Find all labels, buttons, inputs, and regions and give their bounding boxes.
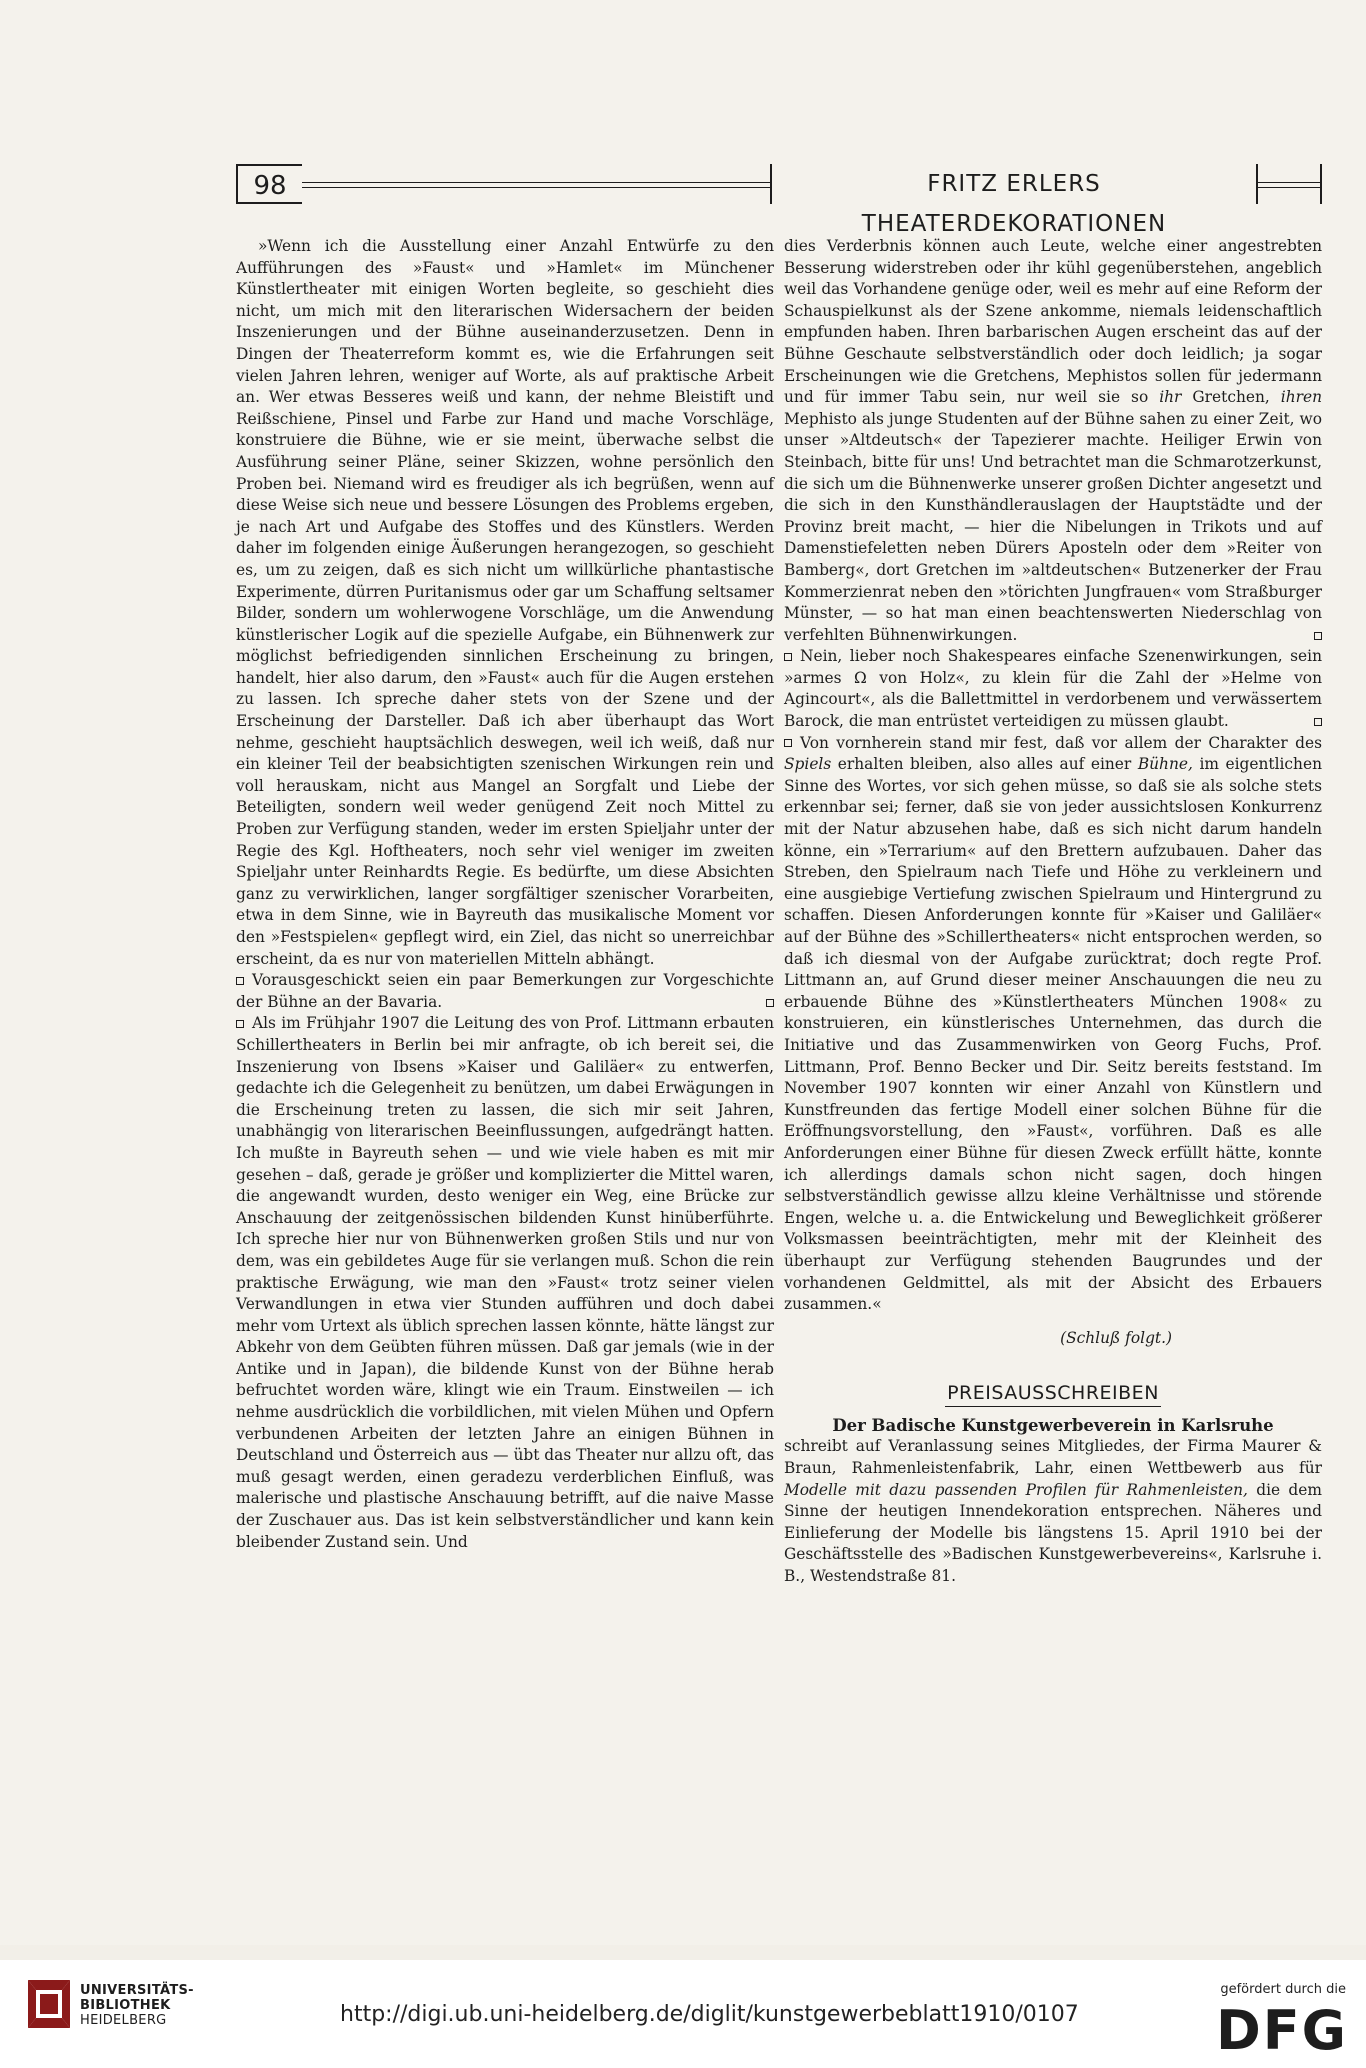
source-url[interactable]: http://digi.ub.uni-heidelberg.de/diglit/kunstgewerbeblatt1910/0107 <box>340 2002 1079 2027</box>
continuation-note: (Schluß folgt.) <box>1060 1328 1172 1347</box>
square-marker-icon <box>784 739 792 747</box>
paragraph: Vorausgeschickt seien ein paar Bemerkungen zur Vorgeschichte der Bühne an der Bavaria. <box>236 971 774 1011</box>
left-column <box>236 236 774 1553</box>
header-rule-right <box>1258 182 1322 188</box>
header-end-bar <box>1320 164 1322 204</box>
university-library-logo-icon <box>24 1976 74 2032</box>
library-name: UNIVERSITÄTS- BIBLIOTHEK HEIDELBERG <box>80 1983 194 2028</box>
square-marker-icon <box>766 999 774 1007</box>
paragraph: dies Verderbnis können auch Leute, welche einer angestrebten Besserung widerstreben oder ihr kühl gegenüberstehen, angeblich weil das Vorhandene genüge oder, weil es mehr auf eine Reform der Schauspielkunst als der Szene ankomme, niemals leidenschaftlich empfunden haben. Ihren barbarischen Augen erscheint das auf der Bühne Geschaute selbstverständlich oder doch leidlich; ja sogar Erscheinungen wie die Gretchens, Mephistos sollen für jedermann und für immer Tabu sein, nur weil sie so ihr Gretchen, ihren Mephisto als junge Studenten auf der Bühne sahen zu einer Zeit, wo unser »Altdeutsch« der Tapezierer machte. Heiliger Erwin von Steinbach, bitte für uns! Und betrachtet man die Schmarotzerkunst, die sich um die Bühnenwerke unserer großen Dichter angesetzt und die sich in den Kunsthändlerauslagen der Hauptstädte und der Provinz breit macht, — hier die Nibelungen in Trikots und auf Damenstiefeletten neben Dürers Aposteln oder dem »Reiter von Bamberg«, dort Gretchen im »altdeutschen« Butzenerker der Frau Kommerzienrat neben den »törichten Jungfrauen« vom Straßburger Münster, — so hat man einen beachtenswerten Niederschlag von verfehlten Bühnenwirkungen. <box>784 237 1322 644</box>
square-marker-icon <box>1314 632 1322 640</box>
paragraph: Als im Frühjahr 1907 die Leitung des von Prof. Littmann erbauten Schillertheaters in Berlin bei mir anfragte, ob ich bereit sei, die Inszenierung von Ibsens »Kaiser und Galiläer« zu entwerfen, gedachte ich die Gelegenheit zu benützen, um dabei Erwägungen in die Erscheinung treten zu lassen, die sich mir seit Jahren, unabhängig von literarischen Beeinflussungen, aufgedrängt hatten. Ich mußte in Bayreuth sehen — und wie viele haben es mit mir gesehen – daß, gerade je größer und komplizierter die Mittel waren, die angewandt wurden, desto weniger ein Weg, eine Brücke zur Anschauung der zeitgenössischen bildenden Kunst hinüberführte. Ich spreche hier nur von Bühnenwerken großen Stils und nur von dem, was ein gebildetes Auge für sie verlangen muß. Schon die rein praktische Erwägung, wie man den »Faust« trotz seiner vielen Verwandlungen in etwa vier Stunden aufführen und doch dabei mehr vom Urtext als üblich sprechen lassen könnte, hätte längst zur Abkehr von dem Geübten führen müssen. Daß gar jemals (wie in der Antike und in Japan), die bildende Kunst von der Bühne herab befruchtet worden wäre, klingt wie ein Traum. Einstweilen — ich nehme ausdrücklich die vorbildlichen, mit vielen Mühen und Opfern verbundenen Arbeiten der letzten Jahre an einigen Bühnen in Deutschland und Österreich aus — übt das Theater nur allzu oft, das muß gesagt werden, einen geradezu verderblichen Einfluß, was malerische und plastische Anschauung betrifft, auf die naive Masse der Zuschauer aus. Das ist kein selbstverständlicher und kann kein bleibender Zustand sein. Und <box>236 1014 774 1551</box>
right-column <box>784 236 1322 1588</box>
funding-label: gefördert durch die <box>1220 1982 1346 1997</box>
running-title: FRITZ ERLERS THEATERDEKORATIONEN <box>770 164 1258 204</box>
header-rule-left <box>302 182 770 188</box>
section-title: PREISAUSSCHREIBEN <box>784 1383 1322 1405</box>
square-marker-icon <box>236 977 244 985</box>
paragraph: Nein, lieber noch Shakespeares einfache Szenenwirkungen, sein »armes Ω von Holz«, zu klein für die Zahl der »Helme von Agincourt«, als die Ballettmittel in verdorbenem und verwässertem Barock, die man entrüstet verteidigen zu müssen glaubt. <box>784 647 1322 731</box>
square-marker-icon <box>784 653 792 661</box>
square-marker-icon <box>1314 718 1322 726</box>
dfg-logo: DFG <box>1215 1999 1348 2062</box>
paragraph: schreibt auf Veranlassung seines Mitgliedes, der Firma Maurer & Braun, Rahmenleistenfabrik, Lahr, einen Wettbewerb aus für Modelle mit dazu passenden Profilen für Rahmenleisten, die dem Sinne der heutigen Innendekoration entsprechen. Näheres und Einlieferung der Modelle bis längstens 15. April 1910 bei der Geschäftsstelle des »Badischen Kunstgewerbevereins«, Karlsruhe i. B., Westendstraße 81. <box>784 1437 1322 1586</box>
running-header <box>236 164 1322 237</box>
paragraph: Von vornherein stand mir fest, daß vor allem der Charakter des Spiels erhalten bleiben, also alles auf einer Bühne, im eigentlichen Sinne des Wortes, vor sich gehen müsse, so daß sie als solche stets erkennbar sei; ferner, daß sie von jeder aussichtslosen Konkurrenz mit der Natur abzusehen habe, daß es sich nicht darum handeln könne, ein »Terrarium« auf den Brettern aufzubauen. Daher das Streben, den Spielraum nach Tiefe und Höhe zu verkleinern und eine ausgiebige Vertiefung zwischen Spielraum und Hintergrund zu schaffen. Diesen Anforderungen konnte für »Kaiser und Galiläer« auf der Bühne des »Schillertheaters« nicht entsprochen werden, so daß ich diesmal von der Aufgabe zurücktrat; doch regte Prof. Littmann an, auf Grund dieser meiner Anschauungen die neu zu erbauende Bühne des »Künstlertheaters München 1908« zu konstruieren, ein künstlerisches Unternehmen, das durch die Initiative und das Zusammenwirken von Georg Fuchs, Prof. Littmann, Prof. Benno Becker und Dir. Seitz bereits feststand. Im November 1907 konnten wir einer Anzahl von Künstlern und Kunstfreunden das fertige Modell einer solchen Bühne für die Eröffnungsvorstellung, den »Faust«, vorführen. Daß es alle Anforderungen einer Bühne für diesen Zweck erfüllt hätte, konnte ich allerdings damals schon nicht sagen, doch hingen selbstverständlich gewisse allzu kleine Verhältnisse und störende Engen, welche u. a. die Entwickelung und Beweglichkeit größerer Volksmassen beeinträchtigten, mehr mit der Kleinheit des überhaupt zur Verfügung stehenden Baugrundes und der vorhandenen Geldmittel, als mit der Absicht des Erbauers zusammen.« <box>784 733 1322 1314</box>
square-marker-icon <box>236 1020 244 1028</box>
page-number: 98 <box>236 164 302 204</box>
section-subheading: Der Badische Kunstgewerbeverein in Karlsruhe <box>832 1415 1274 1435</box>
paragraph: »Wenn ich die Ausstellung einer Anzahl Entwürfe zu den Aufführungen des »Faust« und »Hamlet« im Münchener Künstlertheater mit einigen Worten begleite, so geschieht dies nicht, um mich mit den literarischen Widersachern der beiden Inszenierungen und der Bühne auseinanderzusetzen. Denn in Dingen der Theaterreform kommt es, wie die Erfahrungen seit vielen Jahren lehren, weniger auf Worte, als auf praktische Arbeit an. Wer etwas Besseres weiß und kann, der nehme Bleistift und Reißschiene, Pinsel und Farbe zur Hand und mache Vorschläge, konstruiere die Bühne, wie er sie meint, überwache selbst die Ausführung seiner Pläne, seiner Skizzen, wohne persönlich den Proben bei. Niemand wird es freudiger als ich begrüßen, wenn auf diese Weise sich neue und bessere Lösungen des Problems ergeben, je nach Art und Aufgabe des Stoffes und des Künstlers. Werden daher im folgenden einige Äußerungen herangezogen, so geschieht es, um zu zeigen, daß es sich nicht um willkürliche phantastische Experimente, dürren Puritanismus oder gar um Schaffung seltsamer Bilder, sondern um wohlerwogene Vorschläge, um die Anwendung künstlerischer Logik auf die spezielle Aufgabe, ein Bühnenwerk zur möglichst befriedigenden sinnlichen Erscheinung zu bringen, handelt, hier also darum, den »Faust« auch für die Augen erstehen zu lassen. Ich spreche daher stets von der Szene und der Erscheinung der Darsteller. Daß ich aber überhaupt das Wort nehme, geschieht hauptsächlich deswegen, weil ich weiß, daß nur ein kleiner Teil der beabsichtigten szenischen Wirkungen rein und voll herauskam, nicht aus Mangel an Sorgfalt und Liebe der Beteiligten, sondern weil weder genügend Zeit noch Mittel zu Proben zur Verfügung standen, weder im ersten Spieljahr unter der Regie des Kgl. Hoftheaters, noch sehr viel weniger im zweiten Spieljahr unter Reinhardts Regie. Es bedürfte, um diese Absichten ganz zu verwirklichen, langer sorgfältiger szenischer Vorarbeiten, etwa in dem Sinne, wie in Bayreuth das musikalische Moment vor den »Festspielen« gepflegt wird, ein Ziel, das nicht so unerreichbar erscheint, da es nur von materiellen Mitteln abhängt. <box>236 237 774 968</box>
